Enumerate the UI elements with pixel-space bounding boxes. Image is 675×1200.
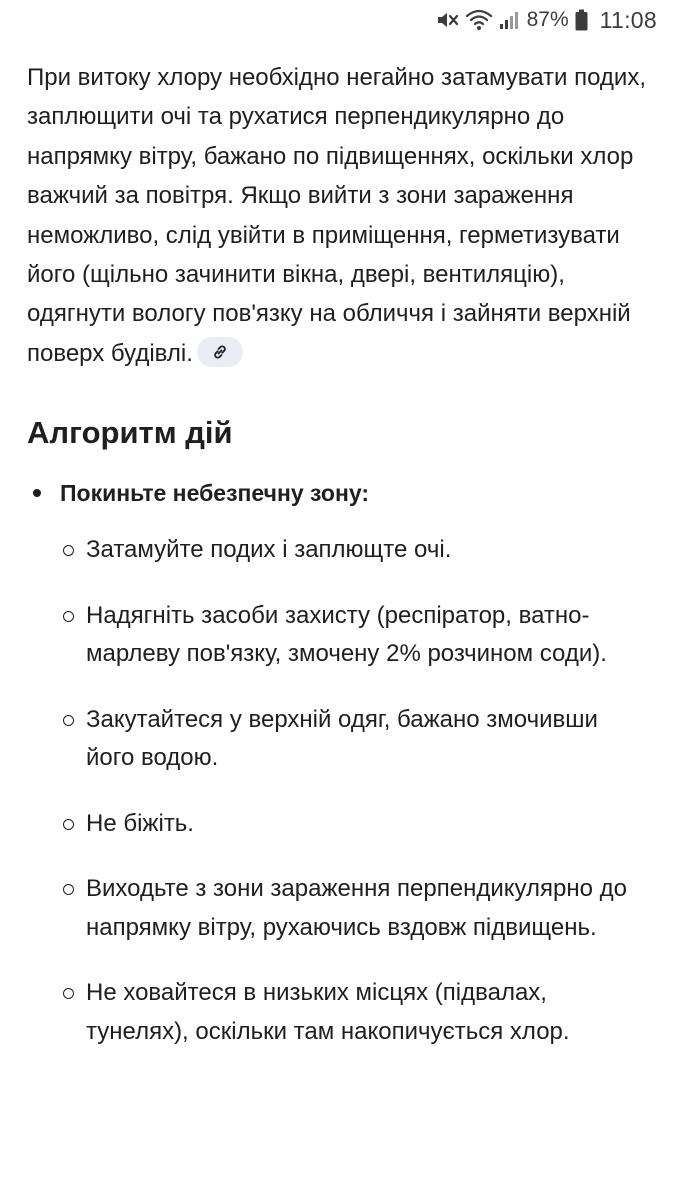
bullet-circle [63, 611, 74, 622]
list-item [27, 477, 652, 1051]
main-item-title: Покиньте небезпечну зону: [60, 480, 369, 507]
intro-text: При витоку хлору необхідно негайно затамувати подих, заплющити очі та рухатися перпендикулярно до напрямку вітру, бажано по підвищеннях, оскільки хлор важчий за повітря. Якщо вийти з зони зараження неможливо, слід увійти в приміщення, герметизувати його (щільно зачинити вікна, двері, вентиляцію), одягнути вологу пов'язку на обличчя і зайняти верхній поверх будівлі. [27, 64, 646, 367]
sub-item-text: Закутайтеся у верхній одяг, бажано змочивши його водою. [86, 705, 598, 772]
signal-icon [499, 9, 519, 31]
sub-list-item [63, 870, 652, 947]
bullet-circle [63, 884, 74, 895]
battery-percent: 87% [526, 8, 569, 31]
sub-list [27, 531, 652, 1051]
algorithm-list [27, 477, 652, 1051]
response-content [27, 58, 652, 1078]
sub-list-item [63, 974, 652, 1051]
bullet-circle [63, 715, 74, 726]
sub-item-text: Затамуйте подих і заплющте очі. [86, 536, 452, 564]
sub-item-text: Надягніть засоби захисту (респіратор, ватно-марлеву пов'язку, змочену 2% розчином соди). [86, 601, 607, 668]
bullet-circle [63, 545, 74, 556]
wifi-icon [465, 9, 493, 31]
sub-item-text: Виходьте з зони зараження перпендикулярно до напрямку вітру, рухаючись вздовж підвищень. [86, 875, 627, 941]
sub-item-text: Не ховайтеся в низьких місцях (підвалах, тунелях), оскільки там накопичується хлор. [86, 979, 570, 1045]
sub-list-item [63, 597, 652, 674]
clock: 11:08 [599, 6, 657, 33]
link-icon [211, 343, 229, 361]
sub-list-item [63, 531, 652, 570]
mute-icon [435, 9, 459, 31]
bullet-circle [63, 988, 74, 999]
source-link-chip[interactable] [197, 337, 243, 367]
bullet-circle [63, 819, 74, 830]
sub-list-item [63, 805, 652, 844]
sub-list-item [63, 701, 652, 778]
sub-item-text: Не біжіть. [86, 809, 194, 837]
bullet-disc [33, 489, 41, 497]
status-bar [0, 0, 675, 40]
intro-paragraph [27, 58, 652, 373]
section-title: Алгоритм дій [27, 415, 233, 451]
battery-icon [575, 9, 588, 31]
main-item-head [27, 477, 652, 509]
